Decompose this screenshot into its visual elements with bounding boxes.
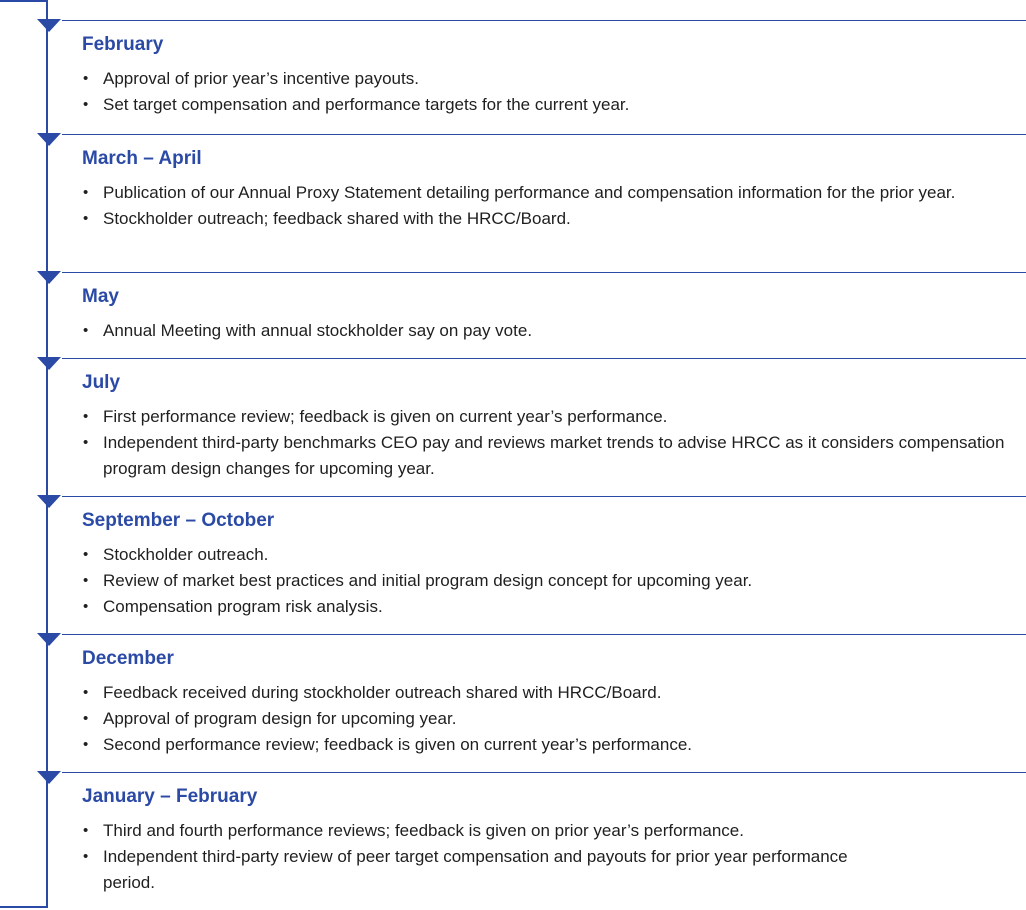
bullet-dot-icon: • — [83, 408, 89, 425]
section-divider — [62, 134, 1026, 135]
section-heading: May — [82, 286, 119, 307]
bullet-item — [82, 844, 862, 896]
bullet-text: Independent third-party benchmarks CEO pay and reviews market trends to advise HRCC as it considers compensation program design changes for upcoming year. — [103, 433, 1005, 478]
bullet-list — [82, 180, 1012, 232]
bullet-item — [82, 318, 1012, 344]
bullet-list — [82, 318, 1012, 344]
section-divider — [62, 272, 1026, 273]
section-divider — [62, 496, 1026, 497]
bullet-dot-icon: • — [83, 434, 89, 451]
bullet-list — [82, 542, 1012, 620]
bullet-text: Review of market best practices and initial program design concept for upcoming year. — [103, 571, 753, 590]
bullet-dot-icon: • — [83, 684, 89, 701]
section-heading: January – February — [82, 786, 258, 807]
bullet-text: Feedback received during stockholder outreach shared with HRCC/Board. — [103, 683, 662, 702]
section-heading: December — [82, 648, 174, 669]
bullet-dot-icon: • — [83, 598, 89, 615]
bullet-text: Stockholder outreach. — [103, 545, 269, 564]
bullet-item — [82, 542, 1012, 568]
timeline-arrow-down-icon — [37, 133, 61, 146]
bullet-text: Second performance review; feedback is given on current year’s performance. — [103, 735, 693, 754]
bullet-item — [82, 706, 1012, 732]
bullet-list — [82, 680, 1012, 758]
section-heading: February — [82, 34, 164, 55]
bullet-item — [82, 818, 862, 844]
section-heading: March – April — [82, 148, 202, 169]
section-divider — [62, 634, 1026, 635]
bullet-text: Set target compensation and performance targets for the current year. — [103, 95, 630, 114]
bullet-item — [82, 732, 1012, 758]
bullet-dot-icon: • — [83, 848, 89, 865]
section-divider — [62, 20, 1026, 21]
section-divider — [62, 358, 1026, 359]
section-heading: July — [82, 372, 121, 393]
bullet-list — [82, 66, 1012, 118]
section-heading: September – October — [82, 510, 275, 531]
bullet-dot-icon: • — [83, 70, 89, 87]
timeline-arrow-down-icon — [37, 271, 61, 284]
bullet-dot-icon: • — [83, 546, 89, 563]
bullet-dot-icon: • — [83, 736, 89, 753]
bullet-text: First performance review; feedback is given on current year’s performance. — [103, 407, 668, 426]
bullet-item — [82, 594, 1012, 620]
bullet-item — [82, 568, 1012, 594]
bullet-item — [82, 680, 1012, 706]
bullet-text: Annual Meeting with annual stockholder say on pay vote. — [103, 321, 533, 340]
section-divider — [62, 772, 1026, 773]
timeline-arrow-down-icon — [37, 771, 61, 784]
timeline-arrow-down-icon — [37, 19, 61, 32]
bullet-dot-icon: • — [83, 96, 89, 113]
bullet-dot-icon: • — [83, 210, 89, 227]
bullet-item — [82, 92, 1012, 118]
bullet-text: Compensation program risk analysis. — [103, 597, 383, 616]
timeline-arrow-down-icon — [37, 633, 61, 646]
bullet-dot-icon: • — [83, 572, 89, 589]
bullet-item — [82, 404, 1012, 430]
bullet-text: Independent third-party review of peer target compensation and payouts for prior year performance period. — [103, 847, 848, 892]
bullet-item — [82, 206, 1012, 232]
bullet-list — [82, 818, 862, 896]
bullet-dot-icon: • — [83, 710, 89, 727]
bullet-item — [82, 66, 1012, 92]
bullet-dot-icon: • — [83, 322, 89, 339]
bullet-text: Approval of prior year’s incentive payouts. — [103, 69, 419, 88]
bullet-text: Approval of program design for upcoming year. — [103, 709, 457, 728]
bullet-text: Stockholder outreach; feedback shared with the HRCC/Board. — [103, 209, 571, 228]
timeline-arrow-down-icon — [37, 495, 61, 508]
bullet-dot-icon: • — [83, 184, 89, 201]
bullet-item — [82, 180, 1012, 206]
bullet-list — [82, 404, 1012, 482]
timeline-arrow-down-icon — [37, 357, 61, 370]
bullet-text: Third and fourth performance reviews; feedback is given on prior year’s performance. — [103, 821, 744, 840]
bullet-item — [82, 430, 1012, 482]
bullet-dot-icon: • — [83, 822, 89, 839]
bullet-text: Publication of our Annual Proxy Statement detailing performance and compensation information for the prior year. — [103, 183, 956, 202]
